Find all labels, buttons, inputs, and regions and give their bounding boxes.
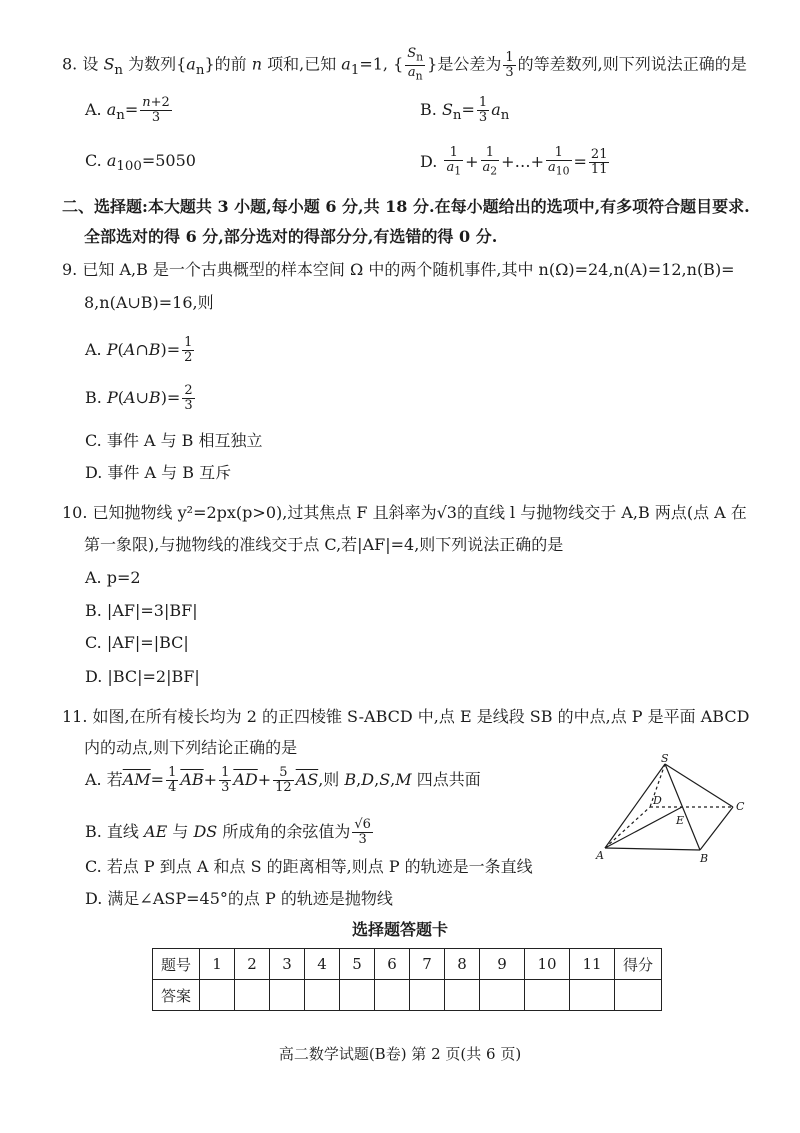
- label-B: B: [700, 852, 709, 865]
- answer-cell[interactable]: [200, 980, 235, 1011]
- edge-SC: [665, 764, 733, 807]
- q8-option-b: B. $S_n=$ $\frac{1}{3}$ $a_n$: [420, 95, 510, 125]
- label-S: S: [661, 752, 669, 765]
- q9-option-d: D. 事件 A 与 B 互斥: [85, 463, 232, 482]
- q10-line-1: 10. 已知抛物线 y²=2px(p>0),过其焦点 F 且斜率为√3的直线 l 与抛物线交于 A,B 两点(点 A 在: [62, 503, 747, 522]
- header-label: 题号: [153, 949, 200, 980]
- q10-option-c: C. |AF|=|BC|: [85, 633, 189, 652]
- answer-card-header-row: [153, 949, 662, 980]
- q11-option-c: C. 若点 P 到点 A 和点 S 的距离相等,则点 P 的轨迹是一条直线: [85, 857, 533, 876]
- q11-line-1: 11. 如图,在所有棱长均为 2 的正四棱锥 S-ABCD 中,点 E 是线段 SB 的中点,点 P 是平面 ABCD: [62, 707, 750, 726]
- q8-option-c: C. $a_{100}=5050$: [85, 151, 196, 175]
- number-cell: 1: [200, 949, 235, 980]
- answer-cell[interactable]: [340, 980, 375, 1011]
- score-cell[interactable]: [615, 980, 662, 1011]
- answer-cell[interactable]: [525, 980, 570, 1011]
- q8-option-a: A. $a_n=$ $\frac{n+2}{3}$: [85, 95, 170, 125]
- edge-BC: [700, 807, 733, 850]
- q10-line-2: 第一象限),与抛物线的准线交于点 C,若|AF|=4,则下列说法正确的是: [84, 535, 564, 554]
- answer-cell[interactable]: [445, 980, 480, 1011]
- number-cell: 6: [375, 949, 410, 980]
- answer-label: 答案: [153, 980, 200, 1011]
- q9-option-a: A. P(A∩B)= $\frac{1}{2}$: [85, 335, 193, 365]
- number-cell: 4: [305, 949, 340, 980]
- number-cell: 9: [480, 949, 525, 980]
- number-cell: 10: [525, 949, 570, 980]
- q9-line-1: 9. 已知 A,B 是一个古典概型的样本空间 Ω 中的两个随机事件,其中 n(Ω)=24,n(A)=12,n(B)=: [62, 260, 735, 279]
- q9-option-b: B. P(A∪B)= $\frac{2}{3}$: [85, 383, 193, 413]
- q8-stem: 8. 设 $S_n$ 为数列$\{a_n\}$的前 n 项和,已知 $a_1=1$, { $\frac{S_n}{a_n}$ }是公差为 $\frac{1}{3}$ 的等差数列,则下列说法正确的是: [62, 46, 747, 83]
- number-cell: 2: [235, 949, 270, 980]
- score-label: 得分: [615, 949, 662, 980]
- q9-line-2: 8,n(A∪B)=16,则: [84, 293, 214, 312]
- number-cell: 11: [570, 949, 615, 980]
- q9-option-c: C. 事件 A 与 B 相互独立: [85, 431, 263, 450]
- number-cell: 8: [445, 949, 480, 980]
- label-E: E: [676, 814, 685, 827]
- answer-cell[interactable]: [270, 980, 305, 1011]
- edge-AB: [605, 848, 700, 850]
- q8-option-d: D. $\frac{1}{a_1}$ + $\frac{1}{a_2}$ +…+ $\frac{1}{a_{10}}$ = $\frac{21}{11}$: [420, 145, 608, 178]
- number-cell: 7: [410, 949, 445, 980]
- q10-option-d: D. |BC|=2|BF|: [85, 667, 200, 686]
- answer-cell[interactable]: [480, 980, 525, 1011]
- answer-card-title: 选择题答题卡: [351, 920, 448, 939]
- q11-line-2: 内的动点,则下列结论正确的是: [84, 738, 298, 757]
- section-2-line-2: 全部选对的得 6 分,部分选对的得部分分,有选错的得 0 分.: [84, 227, 498, 246]
- q10-option-b: B. |AF|=3|BF|: [85, 601, 198, 620]
- label-D: D: [653, 794, 662, 807]
- answer-cell[interactable]: [410, 980, 445, 1011]
- q11-option-b: B. 直线 AE 与 DS 所成角的余弦值为 $\frac{√6}{3}$: [85, 817, 371, 847]
- q11-option-d: D. 满足∠ASP=45°的点 P 的轨迹是抛物线: [85, 889, 393, 908]
- section-2-line-1: 二、选择题:本大题共 3 小题,每小题 6 分,共 18 分.在每小题给出的选项中,有多项符合题目要求.: [62, 197, 750, 216]
- number-cell: 5: [340, 949, 375, 980]
- answer-cell[interactable]: [570, 980, 615, 1011]
- answer-card-answer-row: [153, 980, 662, 1011]
- answer-card-table: [152, 948, 662, 1011]
- answer-cell[interactable]: [235, 980, 270, 1011]
- number-cell: 3: [270, 949, 305, 980]
- q10-option-a: A. p=2: [85, 568, 141, 587]
- answer-cell[interactable]: [305, 980, 340, 1011]
- segment-AE: [605, 807, 685, 848]
- label-C: C: [736, 800, 745, 813]
- label-A: A: [596, 849, 604, 862]
- pyramid-figure: [590, 752, 750, 867]
- answer-cell[interactable]: [375, 980, 410, 1011]
- q11-option-a: A. 若$\overline{AM}=$ $\frac{1}{4}$ $\overline{AB}+$ $\frac{1}{3}$ $\overline{AD}+$ $\frac{5}{12}$ $\overline{AS}$,则 B,D,S,M 四点共面: [85, 765, 481, 795]
- page-footer: 高二数学试题(B卷) 第 2 页(共 6 页): [278, 1045, 522, 1063]
